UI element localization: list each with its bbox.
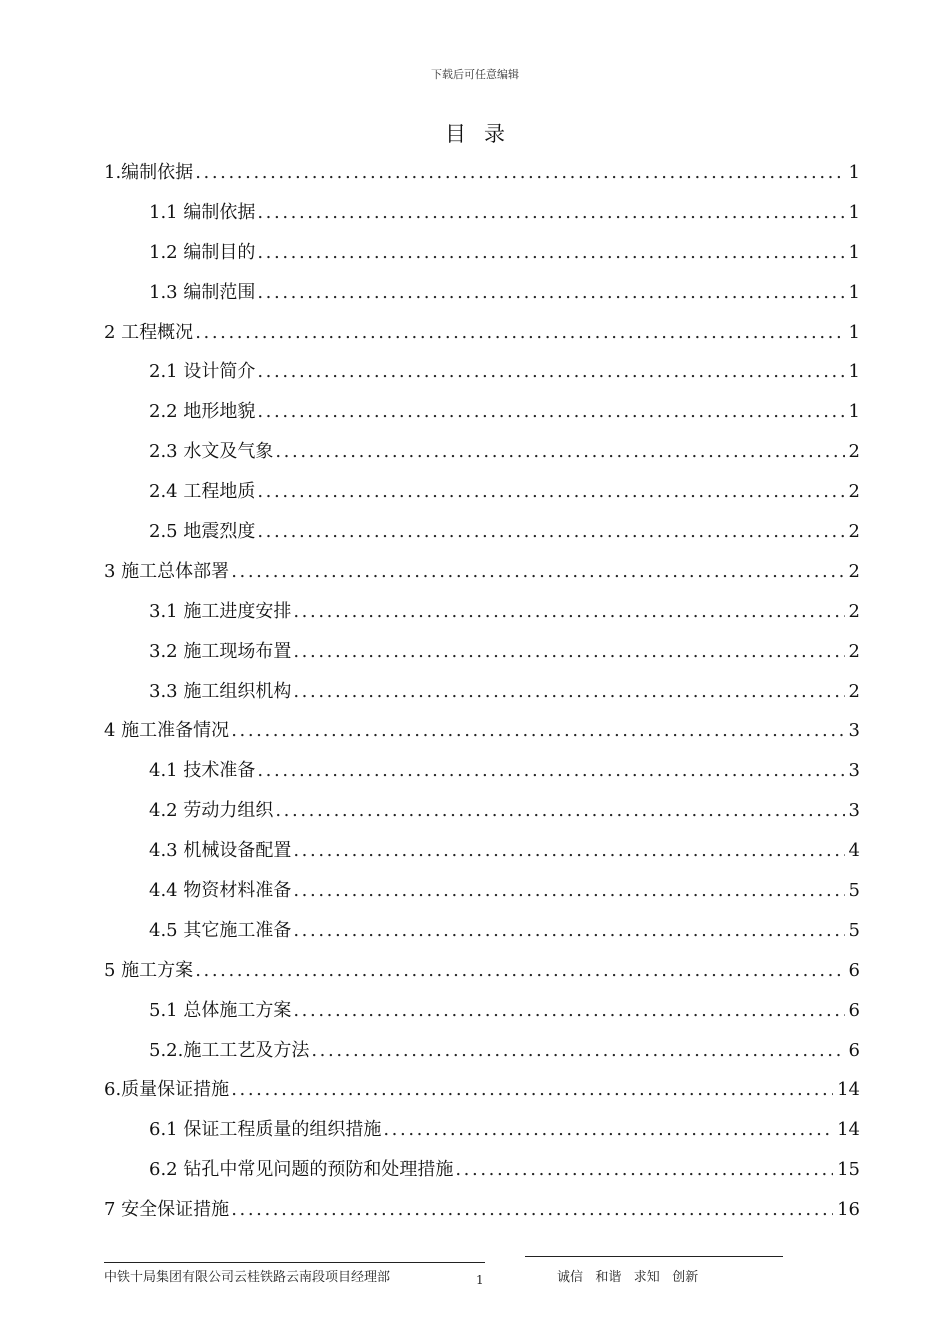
- toc-entry-label: 3.3 施工组织机构: [149, 680, 292, 702]
- toc-leader-dots: [455, 1161, 833, 1179]
- toc-entry-label: 4.5 其它施工准备: [149, 919, 292, 941]
- toc-entry-page: 2: [848, 600, 860, 622]
- toc-entry-page: 2: [848, 441, 860, 463]
- toc-entry-page: 6: [848, 959, 860, 981]
- toc-leader-dots: [275, 802, 844, 820]
- toc-entry[interactable]: [104, 831, 860, 871]
- toc-leader-dots: [257, 483, 844, 501]
- toc-entry-label: 6.质量保证措施: [104, 1079, 230, 1101]
- table-of-contents: [104, 153, 860, 1230]
- toc-entry[interactable]: [104, 512, 860, 552]
- toc-entry-page: 6: [848, 1039, 860, 1061]
- footer-page-number: 1: [476, 1273, 484, 1287]
- toc-entry-page: 6: [848, 999, 860, 1021]
- toc-entry[interactable]: [104, 991, 860, 1031]
- toc-leader-dots: [275, 443, 844, 461]
- toc-entry[interactable]: [104, 552, 860, 592]
- toc-leader-dots: [231, 1081, 833, 1099]
- toc-entry-page: 14: [837, 1119, 860, 1141]
- toc-entry-label: 3.1 施工进度安排: [149, 600, 292, 622]
- toc-leader-dots: [195, 324, 844, 342]
- toc-entry-page: 2: [848, 560, 860, 582]
- toc-entry-page: 1: [848, 321, 860, 343]
- toc-entry[interactable]: [104, 951, 860, 991]
- toc-entry[interactable]: [104, 1070, 860, 1110]
- footer-company: 中铁十局集团有限公司云桂铁路云南段项目经理部: [104, 1270, 391, 1285]
- toc-entry-label: 2.5 地震烈度: [149, 520, 256, 542]
- toc-entry-label: 4.4 物资材料准备: [149, 879, 292, 901]
- toc-leader-dots: [195, 164, 844, 182]
- toc-leader-dots: [231, 722, 844, 740]
- toc-entry[interactable]: [104, 432, 860, 472]
- toc-leader-dots: [383, 1121, 833, 1139]
- toc-entry-label: 4.1 技术准备: [149, 760, 256, 782]
- toc-entry-page: 1: [848, 361, 860, 383]
- toc-entry-label: 3.2 施工现场布置: [149, 640, 292, 662]
- toc-entry[interactable]: [104, 1150, 860, 1190]
- toc-entry-label: 2.1 设计简介: [149, 361, 256, 383]
- toc-leader-dots: [293, 882, 844, 900]
- toc-leader-dots: [257, 244, 844, 262]
- toc-entry-label: 1.2 编制目的: [149, 241, 256, 263]
- toc-leader-dots: [293, 842, 844, 860]
- toc-entry-page: 1: [848, 201, 860, 223]
- toc-entry[interactable]: [104, 313, 860, 353]
- toc-entry-label: 5 施工方案: [104, 959, 194, 981]
- toc-leader-dots: [257, 284, 844, 302]
- toc-entry-label: 2.2 地形地貌: [149, 401, 256, 423]
- toc-entry[interactable]: [104, 472, 860, 512]
- footer-divider-right: [525, 1256, 783, 1257]
- toc-entry-label: 1.3 编制范围: [149, 281, 256, 303]
- toc-leader-dots: [293, 603, 844, 621]
- toc-entry[interactable]: [104, 632, 860, 672]
- toc-entry-label: 1.1 编制依据: [149, 201, 256, 223]
- toc-entry-page: 1: [848, 281, 860, 303]
- toc-entry-label: 5.2.施工工艺及方法: [149, 1039, 310, 1061]
- toc-leader-dots: [257, 523, 844, 541]
- footer-motto: 诚信 和谐 求知 创新: [557, 1270, 699, 1285]
- toc-entry-page: 2: [848, 481, 860, 503]
- toc-entry[interactable]: [104, 751, 860, 791]
- toc-leader-dots: [293, 922, 844, 940]
- page-header: 下载后可任意编辑: [431, 68, 519, 81]
- footer-divider-left: [104, 1262, 485, 1263]
- toc-entry-page: 1: [848, 241, 860, 263]
- toc-entry[interactable]: [104, 791, 860, 831]
- toc-entry-label: 4.3 机械设备配置: [149, 840, 292, 862]
- toc-entry[interactable]: [104, 672, 860, 712]
- toc-entry[interactable]: [104, 153, 860, 193]
- toc-entry[interactable]: [104, 711, 860, 751]
- toc-leader-dots: [231, 1201, 833, 1219]
- toc-entry-label: 2.3 水文及气象: [149, 441, 274, 463]
- toc-leader-dots: [293, 643, 844, 661]
- toc-entry[interactable]: [104, 1190, 860, 1230]
- toc-entry[interactable]: [104, 352, 860, 392]
- toc-entry-page: 1: [848, 161, 860, 183]
- toc-leader-dots: [293, 1002, 844, 1020]
- toc-leader-dots: [257, 403, 844, 421]
- toc-entry-page: 2: [848, 520, 860, 542]
- toc-entry-label: 4.2 劳动力组织: [149, 800, 274, 822]
- toc-entry-label: 5.1 总体施工方案: [149, 999, 292, 1021]
- toc-entry-label: 6.2 钻孔中常见问题的预防和处理措施: [149, 1159, 454, 1181]
- toc-title: 目录: [445, 122, 523, 146]
- toc-entry-page: 14: [837, 1079, 860, 1101]
- toc-leader-dots: [257, 363, 844, 381]
- toc-entry[interactable]: [104, 871, 860, 911]
- toc-entry-page: 1: [848, 401, 860, 423]
- toc-entry-page: 3: [848, 720, 860, 742]
- toc-entry-page: 4: [848, 840, 860, 862]
- toc-entry-label: 1.编制依据: [104, 161, 194, 183]
- toc-entry[interactable]: [104, 193, 860, 233]
- toc-entry-page: 2: [848, 680, 860, 702]
- toc-entry[interactable]: [104, 1110, 860, 1150]
- toc-entry[interactable]: [104, 1031, 860, 1071]
- toc-entry[interactable]: [104, 273, 860, 313]
- toc-entry-page: 2: [848, 640, 860, 662]
- toc-entry[interactable]: [104, 592, 860, 632]
- toc-entry-page: 3: [848, 760, 860, 782]
- toc-entry[interactable]: [104, 392, 860, 432]
- toc-leader-dots: [257, 762, 844, 780]
- toc-entry-label: 2.4 工程地质: [149, 481, 256, 503]
- toc-entry-label: 3 施工总体部署: [104, 560, 230, 582]
- toc-entry-page: 3: [848, 800, 860, 822]
- toc-entry-page: 16: [837, 1199, 860, 1221]
- toc-entry-page: 5: [848, 879, 860, 901]
- toc-entry-label: 7 安全保证措施: [104, 1199, 230, 1221]
- toc-entry-page: 15: [837, 1159, 860, 1181]
- toc-entry-label: 6.1 保证工程质量的组织措施: [149, 1119, 382, 1141]
- toc-leader-dots: [293, 683, 844, 701]
- toc-entry-label: 2 工程概况: [104, 321, 194, 343]
- toc-leader-dots: [311, 1042, 844, 1060]
- toc-entry-page: 5: [848, 919, 860, 941]
- toc-entry-label: 4 施工准备情况: [104, 720, 230, 742]
- toc-entry[interactable]: [104, 233, 860, 273]
- toc-leader-dots: [195, 962, 844, 980]
- toc-leader-dots: [231, 563, 844, 581]
- toc-entry[interactable]: [104, 911, 860, 951]
- toc-leader-dots: [257, 204, 844, 222]
